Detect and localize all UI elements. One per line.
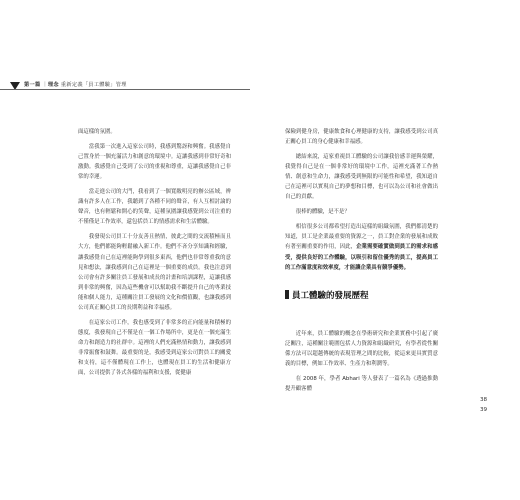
right-column-continued <box>285 329 438 394</box>
section-heading <box>285 289 369 301</box>
paragraph: 面這樣的氛圍。 <box>78 129 116 135</box>
right-column <box>285 127 438 273</box>
header-text: 第一篇 ｜理念 重新定義「員工體驗」管理 <box>24 82 127 88</box>
header-rule <box>0 89 250 90</box>
page-number-right: 39 <box>480 407 488 413</box>
paragraph: 總結來說，這家重視員工體驗的公司讓我倍感幸運與榮耀，我覺得自己是在一個非常好的環境中工作，這裡充滿著工作熱情、創意和生命力，讓我感受到無限的可能性和希望，我知道自己在這裡可以實現自己的夢想和目標，也可以為公司和社會做出自己的貢獻。 <box>285 154 438 201</box>
paragraph-text: 相信很多公司都希望打造出這樣的組織氛圍，我們都清楚的知道，員工是企業最重要的資源之一，員工對企業的發展和成敗有著至關重要的作用，因此， <box>285 224 438 251</box>
section-heading-text: 員工體驗的發展歷程 <box>292 291 369 301</box>
running-header <box>0 79 250 97</box>
header-subtitle: 重新定義「員工體驗」管理 <box>60 82 127 88</box>
paragraph: 近年來，員工體驗的概念在學術研究和企業實務中引起了廣泛關注，這種關注範圍包括人力資源和組織研究，有學者從性關係方法可以超越傳統的表現管理之間的比較，從這來更具實質意義的目標，例如工作效率、生產力和利潤等。 <box>285 331 438 368</box>
paragraph: 保險到健身房，健康飲食和心理健康的支持，讓我感受到公司真正關心員工的身心健康和幸福感。 <box>285 129 438 146</box>
paragraph: 當我第一次進入這家公司時，我感到驚訝和興奮。我感覺自己置身於一個充滿活力和創意的環境中。這讓我感到非常好奇和激動。我感覺自己受到了公司的重視和尊重，這讓我感覺自己非常的幸運。 <box>78 144 231 181</box>
header-chapter: 第一篇 <box>24 82 41 88</box>
paragraph <box>285 222 438 272</box>
paragraph: 在 2008 年，學者 Abhari 等人發表了一篇名為《透過推動提升顧客體 <box>285 376 438 393</box>
bold-emphasis: 企業需要確實做到員工的需求和感受，提供良好的工作體驗，以吸引和留住優秀的員工，提高員工的工作滿意度和效率度，才能讓企業具有競爭優勢。 <box>285 244 438 271</box>
left-column <box>78 127 231 378</box>
paragraph: 我發現公司員工十分友善且熱情，彼此之間的交流積極而且大方，他們都能夠輕鬆融入新工作。他們不吝分享知識和經驗，讓我感覺自己在這裡能夠學到很多東西，他們也非常尊重我的意見和想法，讓我感到自己在這裡是一個重要的成員。我也注意到公司會有許多關注員工發展和成長的計畫和培訓課程，這讓我感到非常的興奮，因為這些機會可以幫助我不斷提升自己的專業技能和個人能力，這種關注員工發展的文化和價值觀，也讓我感到公司真正關心員工的長期利益和幸福感。 <box>78 234 231 311</box>
paragraph: 很棒的體驗，是不是？ <box>295 209 350 216</box>
paragraph: 當走進公司的大門，我看到了一個寬敞明亮的辦公區域，辨識有許多人在工作，我聽到了各種不同的聲音，有人互相討論的聲音，也有輕鬆和開心的笑聲，這種氛圍讓我感覺到公司注重的不僅僅是工作效率，還包括員工的情感需求和生活體驗。 <box>78 189 231 226</box>
section-marker <box>285 290 289 299</box>
page-number-left: 38 <box>480 397 488 403</box>
header-title: 理念 <box>47 82 59 88</box>
paragraph: 在這家公司工作，我也感受到了非常多的正向能量和積極的態度，我發現自己不僅是在一個工作場所中，更是在一個充滿生命力和創造力的社群中。這裡的人們充滿熱情和動力，讓我感到非常振奮和鼓舞。最重要的是，我感受到這家公司對員工的關愛和支持，這不僅體現在工作上，也體現在員工的生活和健康方面，公司提供了各式各樣的福利和支援，從健康 <box>78 319 231 377</box>
